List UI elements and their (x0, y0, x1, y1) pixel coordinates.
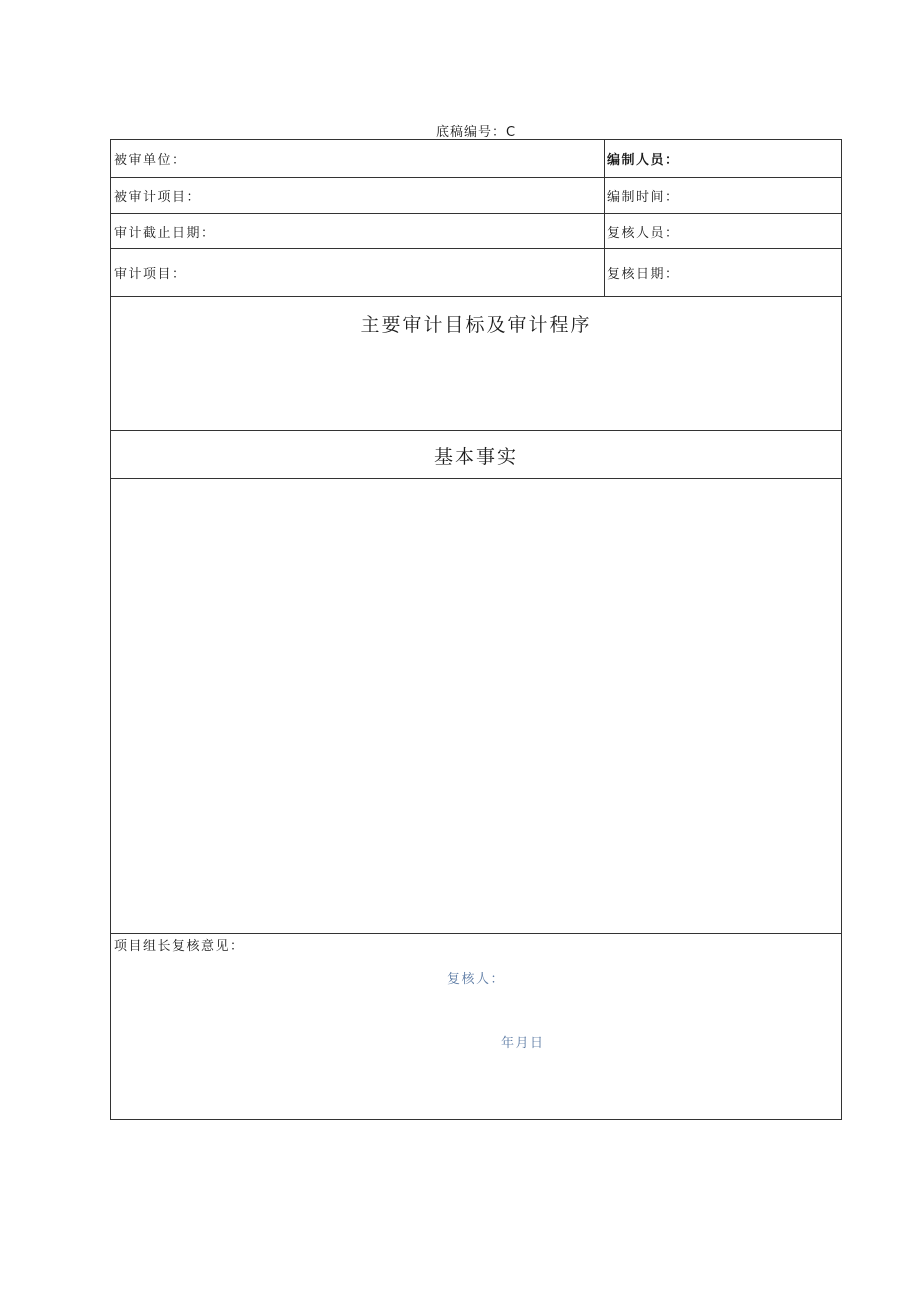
signature-date-label: 年月日 (501, 1036, 545, 1051)
document-number: 底稿编号：C (436, 125, 517, 140)
review-date-label: 复核日期： (607, 267, 680, 282)
reviewer-signature-label: 复核人： (447, 972, 506, 987)
team-leader-opinion-label: 项目组长复核意见： (114, 939, 245, 954)
info-row-audited-unit (111, 140, 841, 178)
objectives-title: 主要审计目标及审计程序 (360, 314, 592, 336)
audit-cutoff-date-label: 审计截止日期： (111, 214, 605, 248)
facts-title: 基本事实 (433, 446, 518, 468)
facts-content-area (111, 479, 841, 934)
info-row-cutoff-date (111, 214, 841, 249)
info-row-audited-project (111, 178, 841, 214)
audited-unit-label: 被审单位： (111, 140, 605, 177)
audit-working-paper-form (110, 139, 842, 1120)
objectives-section (111, 297, 841, 431)
facts-header (111, 431, 841, 479)
preparation-time-label: 编制时间： (607, 190, 680, 205)
info-row-audit-item (111, 249, 841, 297)
audited-project-label: 被审计项目： (111, 178, 605, 213)
audit-item-label: 审计项目： (111, 249, 605, 296)
preparer-label: 编制人员： (607, 153, 680, 168)
reviewer-staff-label: 复核人员： (607, 225, 680, 241)
